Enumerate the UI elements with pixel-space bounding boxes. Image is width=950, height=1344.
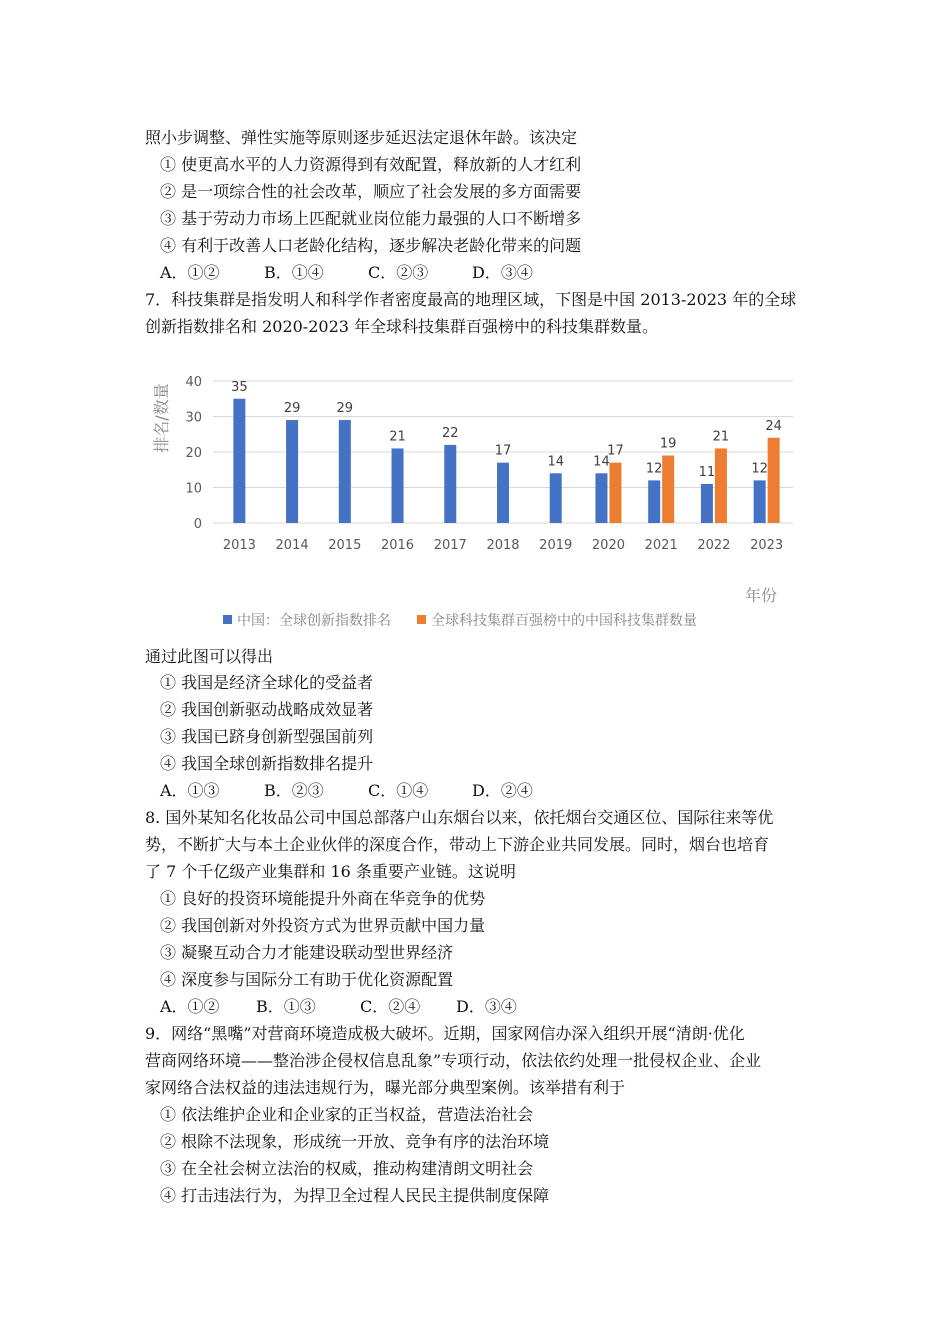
y-tick-label: 30 <box>185 410 202 426</box>
q8-stem-line-2: 势，不断扩大与本土企业伙伴的深度合作，带动上下游企业共同发展。同时，烟台也培育 <box>145 835 770 854</box>
q7-option-2: ② 我国创新驱动战略成效显著 <box>160 700 374 719</box>
q7-option-4: ④ 我国全球创新指数排名提升 <box>160 754 374 773</box>
bar-cluster-count <box>609 463 621 523</box>
y-tick-label: 40 <box>185 375 202 390</box>
bar-cluster-count-label: 21 <box>712 429 730 445</box>
x-tick-label: 2013 <box>222 538 256 553</box>
y-tick-label: 0 <box>193 517 202 532</box>
q6-option-1: ① 使更高水平的人力资源得到有效配置，释放新的人才红利 <box>160 155 582 174</box>
bar-cluster-count <box>715 448 727 523</box>
q9-option-2: ② 根除不法现象，形成统一开放、竞争有序的法治环境 <box>160 1132 550 1151</box>
q9-stem-line-1: 9．网络“黑嘴”对营商环境造成极大破坏。近期，国家网信办深入组织开展“清朗·优化 <box>145 1024 745 1043</box>
chart-legend <box>223 612 697 629</box>
bar-cluster-count-label: 24 <box>765 418 782 434</box>
x-tick-label: 2017 <box>433 538 467 553</box>
bar-innovation-rank-label: 22 <box>441 425 459 441</box>
chart-x-ticks <box>223 538 783 553</box>
q7-lead: 通过此图可以得出 <box>145 647 274 666</box>
q8-option-4: ④ 深度参与国际分工有助于优化资源配置 <box>160 970 454 989</box>
q9-option-3: ③ 在全社会树立法治的权威，推动构建清朗文明社会 <box>160 1159 534 1178</box>
q8-answer-c: C．②④ <box>360 997 421 1016</box>
chart-x-axis-label: 年份 <box>744 586 777 605</box>
legend-swatch-clusters <box>417 615 426 624</box>
q6-answer-c: C．②③ <box>368 263 429 282</box>
q8-option-2: ② 我国创新对外投资方式为世界贡献中国力量 <box>160 916 486 935</box>
bar-innovation-rank <box>392 448 404 523</box>
x-tick-label: 2020 <box>591 538 626 553</box>
q8-stem-line-1: 8. 国外某知名化妆品公司中国总部落户山东烟台以来，依托烟台交通区位、国际往来等优 <box>145 808 774 827</box>
bar-innovation-rank-label: 17 <box>494 443 512 459</box>
bar-innovation-rank-label: 29 <box>283 401 301 417</box>
bar-innovation-rank-label: 12 <box>751 461 768 477</box>
q7-answer-a: A．①③ <box>160 781 220 800</box>
bar-innovation-rank-label: 12 <box>645 461 663 477</box>
x-tick-label: 2021 <box>644 538 678 553</box>
x-tick-label: 2023 <box>750 538 784 553</box>
q8-option-3: ③ 凝聚互动合力才能建设联动型世界经济 <box>160 943 454 962</box>
bar-innovation-rank <box>286 420 298 523</box>
q6-stem: 照小步调整、弹性实施等原则逐步延迟法定退休年龄。该决定 <box>145 128 578 147</box>
x-tick-label: 2016 <box>380 538 415 553</box>
q8-option-1: ① 良好的投资环境能提升外商在华竞争的优势 <box>160 889 486 908</box>
x-tick-label: 2015 <box>328 538 362 553</box>
q7-answer-b: B．②③ <box>264 781 324 800</box>
x-tick-label: 2019 <box>539 538 573 553</box>
bar-innovation-rank-label: 29 <box>336 401 354 417</box>
x-tick-label: 2022 <box>697 538 731 553</box>
bar-cluster-count <box>662 456 674 523</box>
q8-answer-b: B．①③ <box>256 997 316 1016</box>
bar-innovation-rank-label: 35 <box>231 379 248 395</box>
q7-stem-line-2: 创新指数排名和 2020-2023 年全球科技集群百强榜中的科技集群数量。 <box>145 317 659 336</box>
y-tick-label: 20 <box>185 446 202 461</box>
q6-option-3: ③ 基于劳动力市场上匹配就业岗位能力最强的人口不断增多 <box>160 209 582 228</box>
q6-answers <box>160 263 533 283</box>
bar-innovation-rank <box>595 473 607 523</box>
bar-innovation-rank <box>233 399 245 523</box>
x-tick-label: 2014 <box>275 538 309 553</box>
q8-answers <box>160 997 517 1017</box>
bar-innovation-rank <box>444 445 456 523</box>
q8-answer-a: A．①② <box>160 997 220 1016</box>
chart-bars <box>231 380 782 523</box>
bar-cluster-count <box>768 438 780 523</box>
q7-chart <box>145 352 805 642</box>
legend-swatch-rank <box>223 615 232 624</box>
q7-answers <box>160 781 533 801</box>
q7-answer-d: D．②④ <box>472 781 533 800</box>
y-tick-label: 10 <box>185 481 202 497</box>
q6-answer-d: D．③④ <box>472 263 533 282</box>
q7-option-3: ③ 我国已跻身创新型强国前列 <box>160 727 374 746</box>
bar-innovation-rank <box>550 473 562 523</box>
x-tick-label: 2018 <box>486 538 520 553</box>
bar-innovation-rank <box>648 480 660 523</box>
q9-stem-line-2: 营商网络环境——整治涉企侵权信息乱象”专项行动，依法依约处理一批侵权企业、企业 <box>145 1051 762 1070</box>
q7-answer-c: C．①④ <box>368 781 429 800</box>
q6-option-4: ④ 有利于改善人口老龄化结构，逐步解决老龄化带来的问题 <box>160 236 582 255</box>
chart-y-axis-label: 排名/数量 <box>152 383 171 453</box>
bar-innovation-rank <box>754 480 766 523</box>
q9-option-1: ① 依法维护企业和企业家的正当权益，营造法治社会 <box>160 1105 534 1124</box>
q6-answer-a: A．①② <box>160 263 220 282</box>
chart-y-ticks <box>185 375 202 532</box>
q9-option-4: ④ 打击违法行为，为捍卫全过程人民民主提供制度保障 <box>160 1186 550 1205</box>
q7-option-1: ① 我国是经济全球化的受益者 <box>160 673 374 692</box>
q8-stem-line-3: 了 7 个千亿级产业集群和 16 条重要产业链。这说明 <box>145 862 516 881</box>
q7-stem-line-1: 7．科技集群是指发明人和科学作者密度最高的地理区域，下图是中国 2013-2023 年的全球 <box>145 290 797 309</box>
bar-innovation-rank-label: 21 <box>389 429 406 445</box>
bar-innovation-rank-label: 14 <box>593 454 610 470</box>
bar-innovation-rank-label: 14 <box>547 454 565 470</box>
q9-stem-line-3: 家网络合法权益的违法违规行为，曝光部分典型案例。该举措有利于 <box>145 1078 626 1097</box>
bar-innovation-rank <box>339 420 351 523</box>
legend-label-rank: 中国：全球创新指数排名 <box>237 613 391 629</box>
bar-innovation-rank <box>497 463 509 523</box>
bar-cluster-count-label: 19 <box>659 436 677 452</box>
q6-answer-b: B．①④ <box>264 263 324 282</box>
bar-cluster-count-label: 17 <box>607 443 624 459</box>
q6-option-2: ② 是一项综合性的社会改革，顺应了社会发展的多方面需要 <box>160 182 582 201</box>
legend-label-clusters: 全球科技集群百强榜中的中国科技集群数量 <box>431 613 697 629</box>
bar-innovation-rank <box>701 484 713 523</box>
bar-innovation-rank-label: 11 <box>698 464 716 480</box>
q8-answer-d: D．③④ <box>456 997 517 1016</box>
